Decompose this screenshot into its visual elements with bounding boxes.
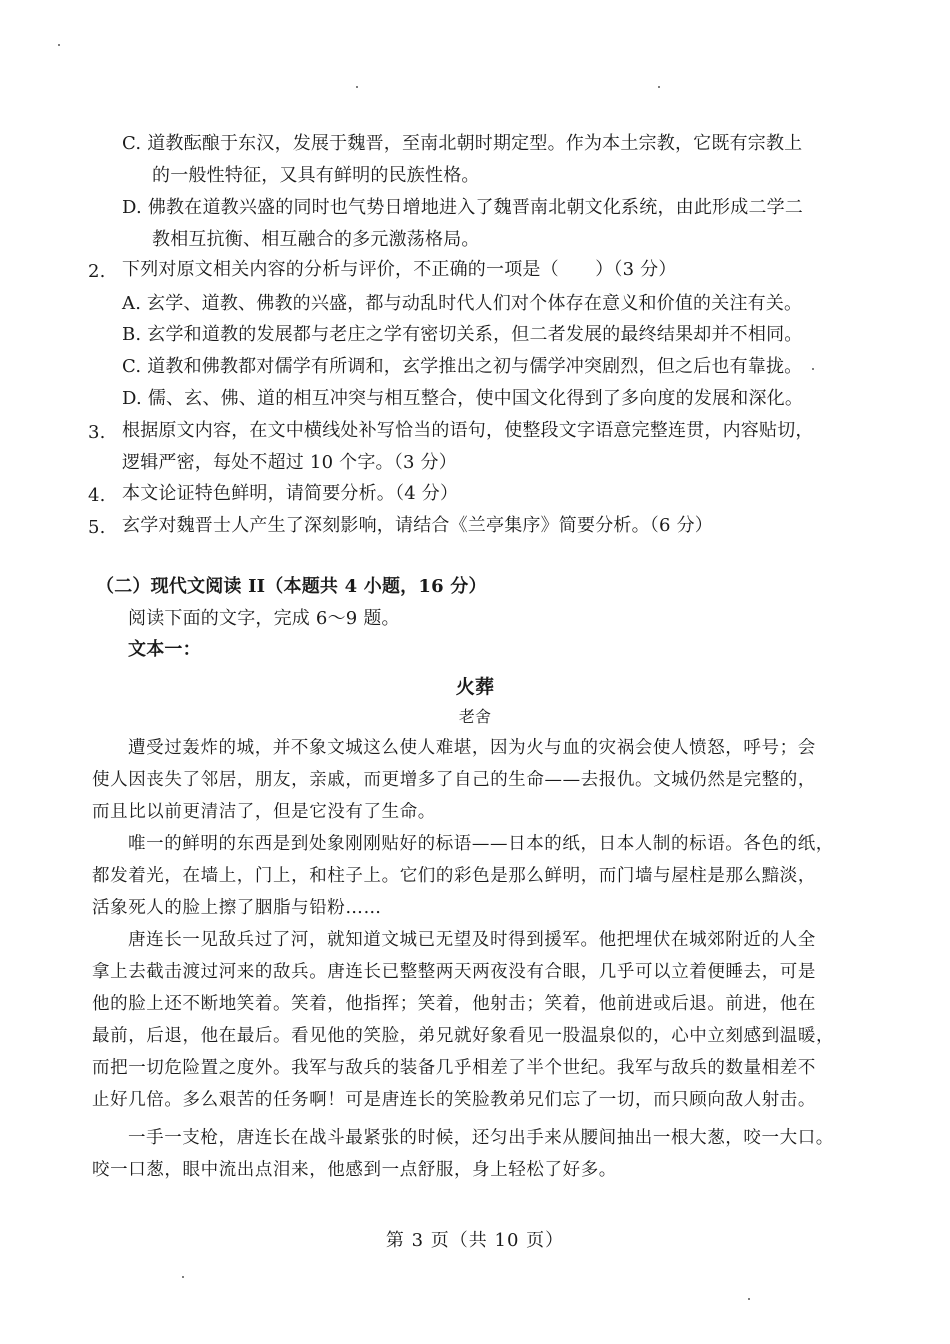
scan-speck (356, 86, 358, 88)
q4-text: 本文论证特色鲜明，请简要分析。（4 分） (122, 483, 459, 504)
q3-line2: 逻辑严密，每处不超过 10 个字。（3 分） (122, 452, 457, 473)
text-label: 文本一： (128, 639, 201, 660)
q2-number: 2. (88, 261, 106, 282)
story-author: 老舍 (458, 707, 492, 726)
q5-number: 5. (88, 517, 106, 538)
story-line: 活象死人的脸上擦了胭脂与铅粉…… (92, 898, 382, 918)
q5-text: 玄学对魏晋士人产生了深刻影响，请结合《兰亭集序》简要分析。（6 分） (122, 515, 713, 536)
q2-option-c (122, 355, 802, 379)
q1-option-d (122, 196, 803, 220)
story-line: 止好几倍。多么艰苦的任务啊！可是唐连长的笑脸教弟兄们忘了一切，而只顾向敌人射击。 (92, 1090, 816, 1110)
story-line: 拿上去截击渡过河来的敌兵。唐连长已整整两天两夜没有合眼，几乎可以立着便睡去，可是 (92, 962, 816, 982)
story-title: 火葬 (455, 676, 495, 698)
story-line: 而把一切危险置之度外。我军与敌兵的装备几乎相差了半个世纪。我军与敌兵的数量相差不 (92, 1058, 816, 1078)
q2-option-d (122, 387, 803, 411)
story-line: 咬一口葱，眼中流出点泪来，他感到一点舒服，身上轻松了好多。 (92, 1160, 617, 1180)
scan-speck (812, 368, 814, 370)
option-text: 玄学和道教的发展都与老庄之学有密切关系，但二者发展的最终结果却并不相同。 (147, 324, 803, 345)
q4-number: 4. (88, 485, 106, 506)
section-instruction: 阅读下面的文字，完成 6～9 题。 (128, 608, 400, 629)
story-line: 唯一的鲜明的东西是到处象刚刚贴好的标语——日本的纸，日本人制的标语。各色的纸， (128, 834, 834, 854)
option-text: 佛教在道教兴盛的同时也气势日增地进入了魏晋南北朝文化系统，由此形成二学二 (147, 197, 804, 218)
q3-line1: 根据原文内容，在文中横线处补写恰当的语句，使整段文字语意完整连贯，内容贴切， (122, 420, 814, 441)
q2-stem: 下列对原文相关内容的分析与评价，不正确的一项是（ ）（3 分） (122, 259, 677, 280)
option-label: A. (122, 293, 142, 314)
story-line: 遭受过轰炸的城，并不象文城这么使人难堪，因为火与血的灾祸会使人愤怒，呼号；会 (128, 738, 816, 758)
option-label: C. (122, 356, 142, 377)
q1-option-c-cont: 的一般性特征，又具有鲜明的民族性格。 (152, 165, 480, 186)
option-text: 儒、玄、佛、道的相互冲突与相互整合，使中国文化得到了多向度的发展和深化。 (147, 388, 804, 409)
story-line: 他的脸上还不断地笑着。笑着，他指挥；笑着，他射击；笑着，他前进或后退。前进，他在 (92, 994, 816, 1014)
scan-speck (658, 86, 660, 88)
option-label: D. (122, 197, 142, 218)
story-line: 而且比以前更清洁了，但是它没有了生命。 (92, 802, 436, 822)
option-label: B. (122, 324, 142, 345)
scan-speck (58, 44, 60, 46)
option-label: C. (122, 133, 142, 154)
section-heading: （二）现代文阅读 II（本题共 4 小题，16 分） (96, 576, 487, 597)
q2-option-b (122, 323, 802, 347)
option-text: 玄学、道教、佛教的兴盛，都与动乱时代人们对个体存在意义和价值的关注有关。 (147, 293, 803, 314)
option-label: D. (122, 388, 142, 409)
option-text: 道教酝酿于东汉，发展于魏晋，至南北朝时期定型。作为本土宗教，它既有宗教上 (147, 133, 803, 154)
q2-option-a (122, 292, 802, 316)
q1-option-c (122, 132, 802, 156)
story-line: 使人因丧失了邻居，朋友，亲戚，而更增多了自己的生命——去报仇。文城仍然是完整的， (92, 770, 816, 790)
option-text: 道教和佛教都对儒学有所调和，玄学推出之初与儒学冲突剧烈，但之后也有靠拢。 (147, 356, 803, 377)
scan-speck (182, 1276, 184, 1278)
q3-number: 3. (88, 422, 106, 443)
page-footer: 第 3 页（共 10 页） (385, 1230, 565, 1251)
scan-speck (748, 1298, 750, 1300)
story-line: 唐连长一见敌兵过了河，就知道文城已无望及时得到援军。他把埋伏在城郊附近的人全 (128, 930, 816, 950)
story-line: 一手一支枪，唐连长在战斗最紧张的时候，还匀出手来从腰间抽出一根大葱，咬一大口。 (128, 1128, 834, 1148)
story-line: 都发着光，在墙上，门上，和柱子上。它们的彩色是那么鲜明，而门墙与屋柱是那么黯淡， (92, 866, 816, 886)
story-line: 最前，后退，他在最后。看见他的笑脸，弟兄就好象看见一股温泉似的，心中立刻感到温暖， (92, 1026, 835, 1046)
q1-option-d-cont: 教相互抗衡、相互融合的多元激荡格局。 (152, 229, 480, 250)
